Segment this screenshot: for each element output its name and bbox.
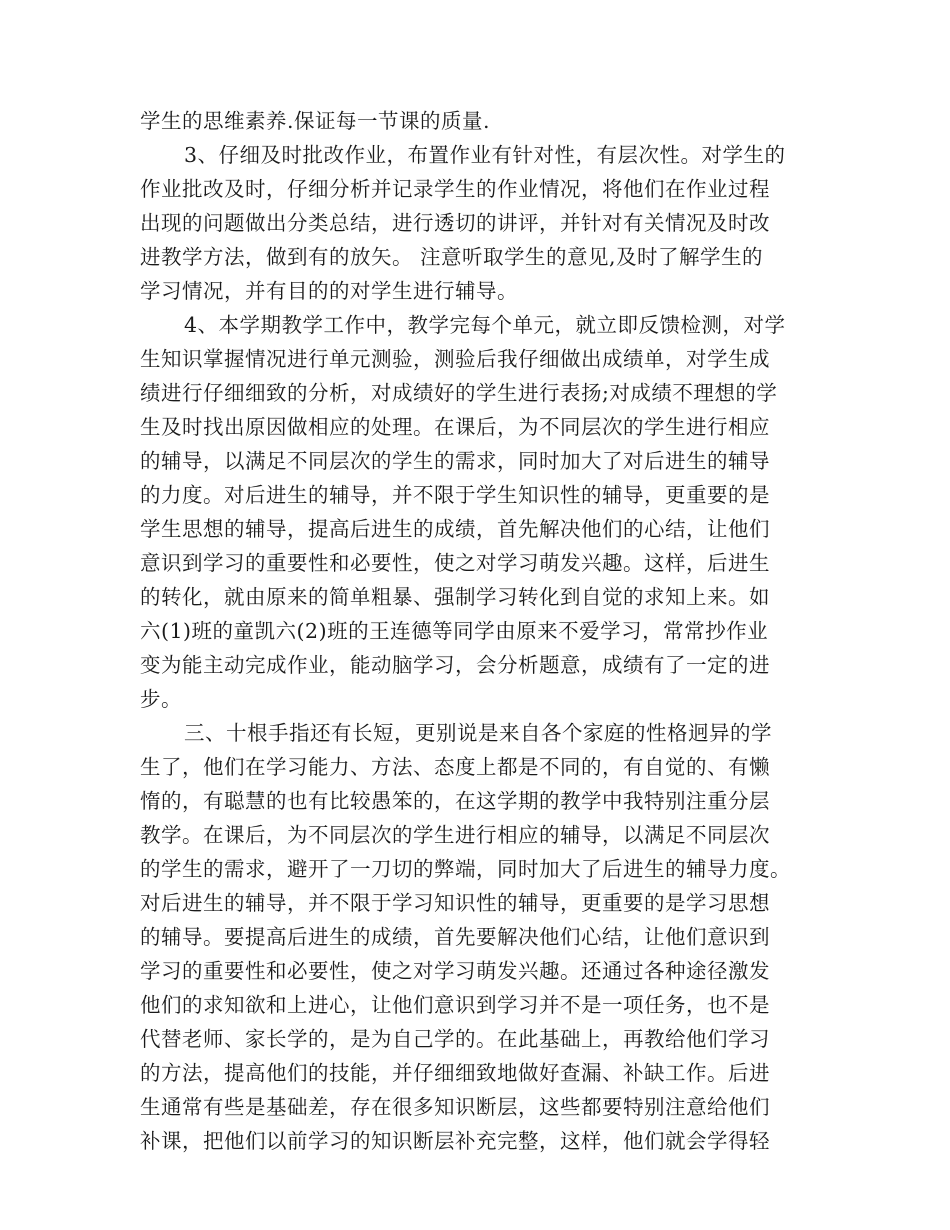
text-line: 生通常有些是基础差，存在很多知识断层，这些都要特别注意给他们 [140,1095,770,1119]
text-line: 学生的思维素养.保证每一节课的质量. [140,109,491,133]
text-line: 学习的重要性和必要性，使之对学习萌发兴趣。还通过各种途径激发 [140,959,770,983]
text-line: 惰的，有聪慧的也有比较愚笨的，在这学期的教学中我特别注重分层 [140,789,770,813]
text-line: 意识到学习的重要性和必要性，使之对学习萌发兴趣。这样，后进生 [140,551,770,575]
document-body [140,104,800,1158]
text-line: 进教学方法，做到有的放矢。 注意听取学生的意见,及时了解学生的 [140,245,764,269]
text-line: 对后进生的辅导，并不限于学习知识性的辅导，更重要的是学习思想 [140,891,770,915]
text-line: 生了，他们在学习能力、方法、态度上都是不同的，有自觉的、有懒 [140,755,770,779]
text-line: 的力度。对后进生的辅导，并不限于学生知识性的辅导，更重要的是 [140,483,770,507]
paragraph-first-line: 4、本学期教学工作中，教学完每个单元，就立即反馈检测，对学 [184,313,786,337]
text-line: 生及时找出原因做相应的处理。在课后，为不同层次的学生进行相应 [140,415,770,439]
text-line: 生知识掌握情况进行单元测验，测验后我仔细做出成绩单，对学生成 [140,347,770,371]
text-line: 的辅导。要提高后进生的成绩，首先要解决他们心结，让他们意识到 [140,925,770,949]
text-line: 的辅导，以满足不同层次的学生的需求，同时加大了对后进生的辅导 [140,449,770,473]
text-line: 变为能主动完成作业，能动脑学习，会分析题意，成绩有了一定的进 [140,653,770,677]
text-line: 出现的问题做出分类总结，进行透切的讲评，并针对有关情况及时改 [140,211,770,235]
text-line: 学习情况，并有目的的对学生进行辅导。 [140,279,518,303]
text-line: 绩进行仔细细致的分析，对成绩好的学生进行表扬;对成绩不理想的学 [140,381,778,405]
text-line: 补课，把他们以前学习的知识断层补充完整，这样，他们就会学得轻 [140,1129,770,1153]
text-line: 的学生的需求，避开了一刀切的弊端，同时加大了后进生的辅导力度。 [140,857,791,881]
text-line: 的转化，就由原来的简单粗暴、强制学习转化到自觉的求知上来。如 [140,585,770,609]
paragraph-first-line: 三、十根手指还有长短，更别说是来自各个家庭的性格迥异的学 [184,721,772,745]
text-line: 代替老师、家长学的，是为自己学的。在此基础上，再教给他们学习 [140,1027,770,1051]
text-line: 步。 [140,687,182,711]
text-line: 的方法，提高他们的技能，并仔细细致地做好查漏、补缺工作。后进 [140,1061,770,1085]
text-line: 作业批改及时，仔细分析并记录学生的作业情况，将他们在作业过程 [140,177,770,201]
text-line: 教学。在课后，为不同层次的学生进行相应的辅导，以满足不同层次 [140,823,770,847]
text-line: 六(1)班的童凯六(2)班的王连德等同学由原来不爱学习，常常抄作业 [140,619,769,643]
text-line: 他们的求知欲和上进心，让他们意识到学习并不是一项任务，也不是 [140,993,770,1017]
text-line: 学生思想的辅导，提高后进生的成绩，首先解决他们的心结，让他们 [140,517,770,541]
paragraph-first-line: 3、仔细及时批改作业，布置作业有针对性，有层次性。对学生的 [184,143,786,167]
